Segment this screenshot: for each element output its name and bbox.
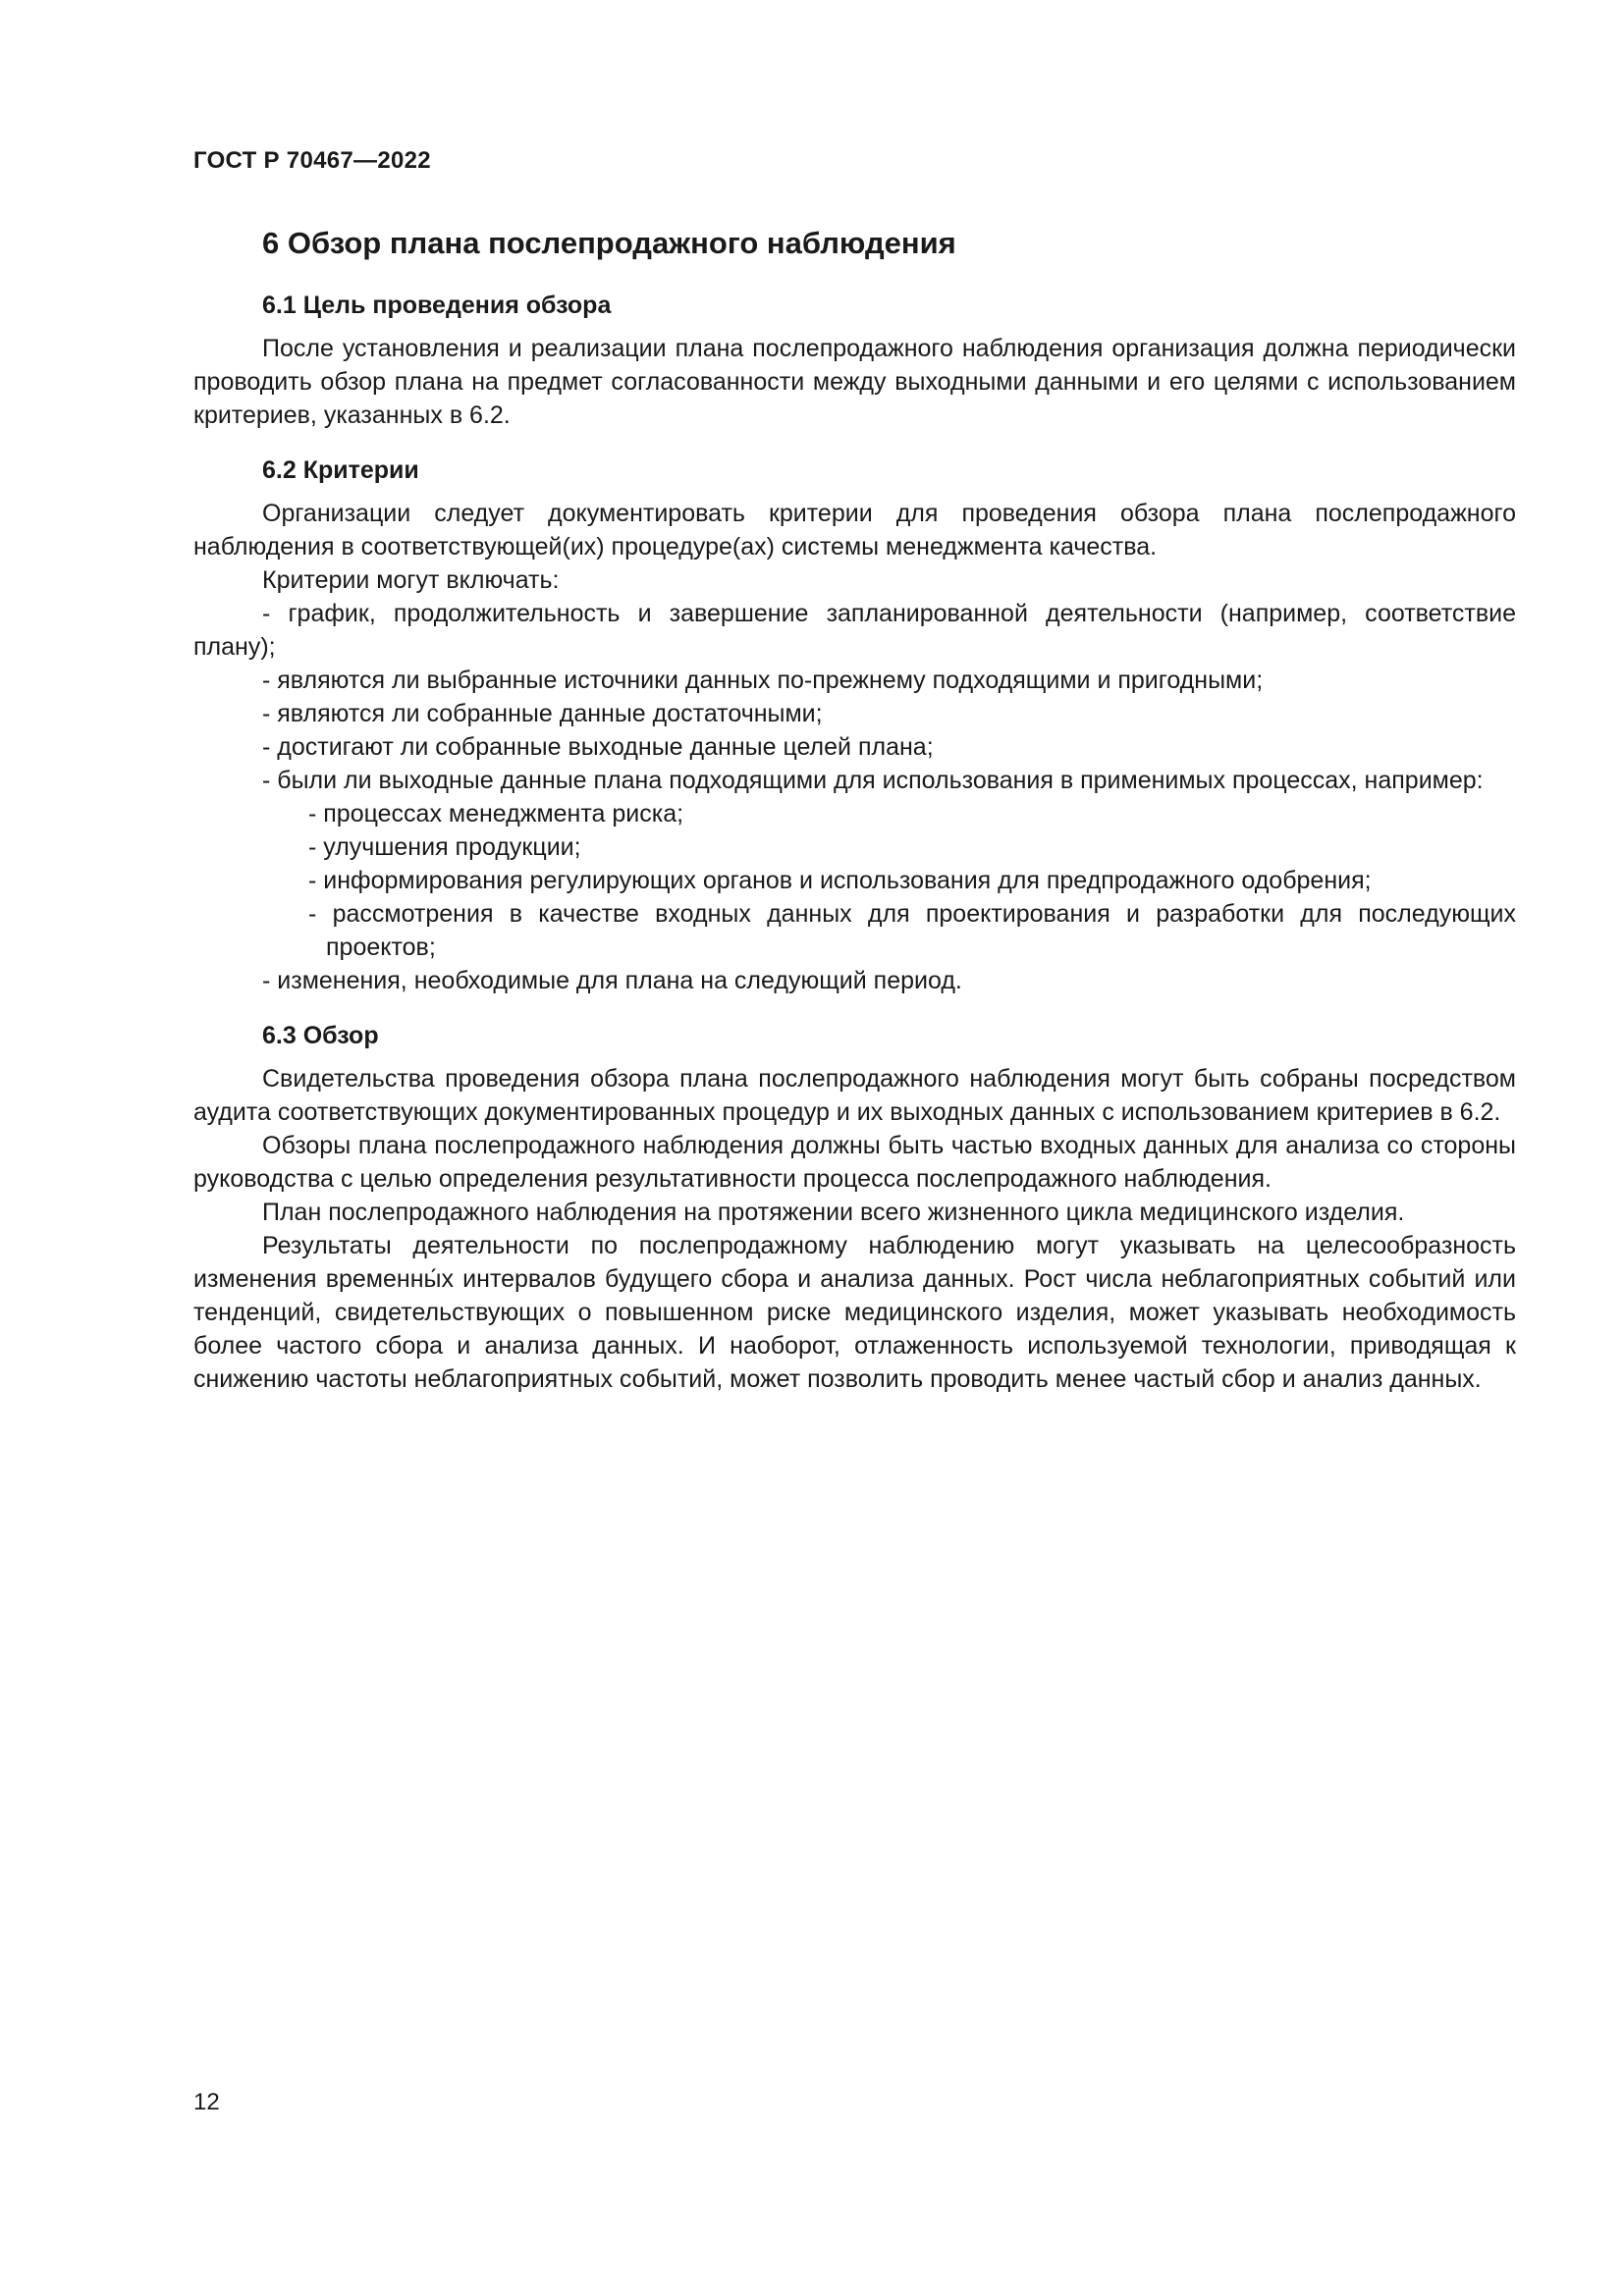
list-item: - изменения, необходимые для плана на следующий период. <box>262 967 962 994</box>
list-item: - являются ли выбранные источники данных по-прежнему подходящими и пригодными; <box>262 667 1264 694</box>
list-item: - достигают ли собранные выходные данные целей плана; <box>262 733 934 761</box>
list-item: - были ли выходные данные плана подходящими для использования в применимых процессах, например: <box>262 767 1484 794</box>
paragraph: Результаты деятельности по послепродажному наблюдению могут указывать на целесообразность изменения временны́х интервалов будущего сбора и анализа данных. Рост числа неблагоприятных событий или тенденций, свидетельствующих о повышенном риске медицинского изделия, может указывать необходимость более частого сбора и анализа данных. И наоборот, отлаженность используемой технологии, приводящая к снижению частоты неблагоприятных событий, может позволить проводить менее частый сбор и анализ данных. <box>193 1232 1516 1393</box>
page-number: 12 <box>193 2089 220 2115</box>
paragraph: Критерии могут включать: <box>262 566 560 594</box>
sub-list-item: - процессах менеджмента риска; <box>308 800 684 828</box>
sub-list-item: - рассмотрения в качестве входных данных для проектирования и разработки для последующих проектов; <box>308 900 1516 961</box>
list-item: - график, продолжительность и завершение запланированной деятельности (например, соответствие плану); <box>193 600 1516 661</box>
paragraph: Организации следует документировать критерии для проведения обзора плана послепродажного наблюдения в соответствующей(их) процедуре(ах) системы менеджмента качества. <box>193 500 1516 561</box>
subsection-title-6-1: 6.1 Цель проведения обзора <box>262 292 612 319</box>
subsection-title-6-2: 6.2 Критерии <box>262 456 419 484</box>
paragraph: Обзоры плана послепродажного наблюдения должны быть частью входных данных для анализа со стороны руководства с целью определения результативности процесса послепродажного наблюдения. <box>193 1132 1516 1193</box>
section-title: 6 Обзор плана послепродажного наблюдения <box>262 226 956 260</box>
sub-list-item: - улучшения продукции; <box>308 833 581 861</box>
document-code: ГОСТ Р 70467—2022 <box>193 147 431 174</box>
paragraph: После установления и реализации плана послепродажного наблюдения организация должна периодически проводить обзор плана на предмет согласованности между выходными данными и его целями с использованием критериев, указанных в 6.2. <box>193 335 1516 429</box>
paragraph: Свидетельства проведения обзора плана послепродажного наблюдения могут быть собраны посредством аудита соответствующих документированных процедур и их выходных данных с использованием критериев в 6.2. <box>193 1065 1516 1126</box>
sub-list-item: - информирования регулирующих органов и использования для предпродажного одобрения; <box>308 867 1372 894</box>
document-body <box>193 224 1516 1396</box>
list-item: - являются ли собранные данные достаточными; <box>262 700 823 727</box>
subsection-title-6-3: 6.3 Обзор <box>262 1022 379 1049</box>
paragraph: План послепродажного наблюдения на протяжении всего жизненного цикла медицинского изделия. <box>262 1199 1405 1226</box>
